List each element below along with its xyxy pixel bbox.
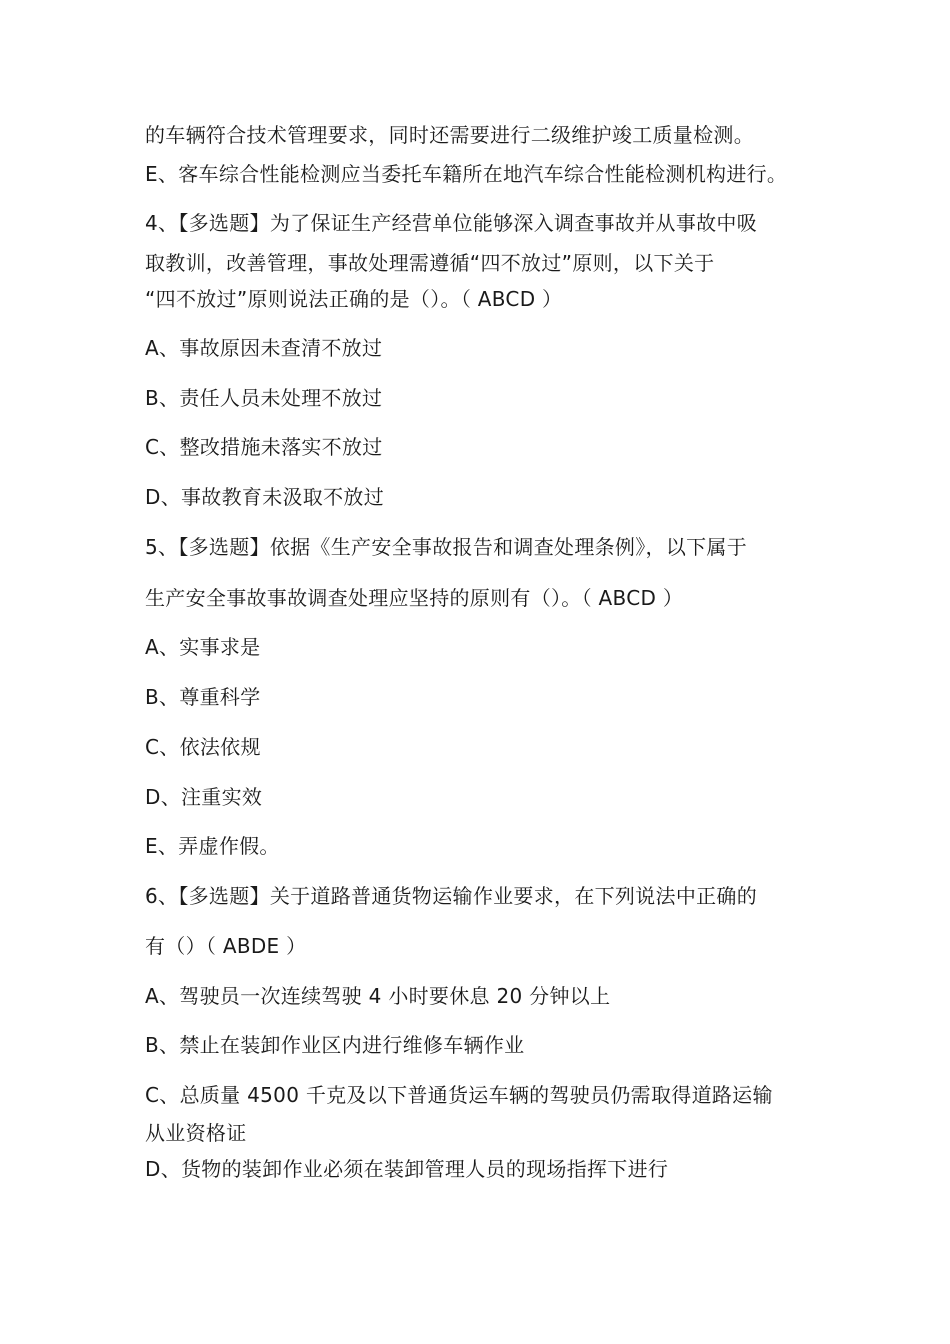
- option-line: 从业资格证: [145, 1121, 247, 1145]
- question-6-line: 6、【多选题】关于道路普通货物运输作业要求，在下列说法中正确的: [145, 884, 758, 908]
- text-line: 的车辆符合技术管理要求，同时还需要进行二级维护竣工质量检测。: [145, 123, 754, 147]
- option-line: B、禁止在装卸作业区内进行维修车辆作业: [145, 1033, 525, 1057]
- option-line: D、货物的装卸作业必须在装卸管理人员的现场指挥下进行: [145, 1157, 669, 1181]
- question-5-line: 5、【多选题】依据《生产安全事故报告和调查处理条例》，以下属于: [145, 535, 748, 559]
- question-4-line: 4、【多选题】为了保证生产经营单位能够深入调查事故并从事故中吸: [145, 211, 758, 235]
- question-5-line: 生产安全事故事故调查处理应坚持的原则有（）。（ ABCD ）: [145, 586, 684, 610]
- option-line: B、尊重科学: [145, 685, 261, 709]
- option-line: A、事故原因未查清不放过: [145, 336, 383, 360]
- question-4-line: “四不放过”原则说法正确的是（）。（ ABCD ）: [145, 287, 563, 311]
- option-line: C、总质量 4500 千克及以下普通货运车辆的驾驶员仍需取得道路运输: [145, 1083, 773, 1107]
- option-line: D、注重实效: [145, 785, 263, 809]
- question-4-line: 取教训，改善管理，事故处理需遵循“四不放过”原则，以下关于: [145, 251, 715, 275]
- option-line: B、责任人员未处理不放过: [145, 386, 383, 410]
- text-line: E、客车综合性能检测应当委托车籍所在地汽车综合性能检测机构进行。: [145, 162, 788, 186]
- option-line: D、事故教育未汲取不放过: [145, 485, 385, 509]
- option-line: A、驾驶员一次连续驾驶 4 小时要休息 20 分钟以上: [145, 984, 611, 1008]
- question-6-line: 有（）（ ABDE ）: [145, 934, 307, 958]
- option-line: C、依法依规: [145, 735, 261, 759]
- option-line: C、整改措施未落实不放过: [145, 435, 383, 459]
- option-line: E、弄虚作假。: [145, 834, 280, 858]
- option-line: A、实事求是: [145, 635, 261, 659]
